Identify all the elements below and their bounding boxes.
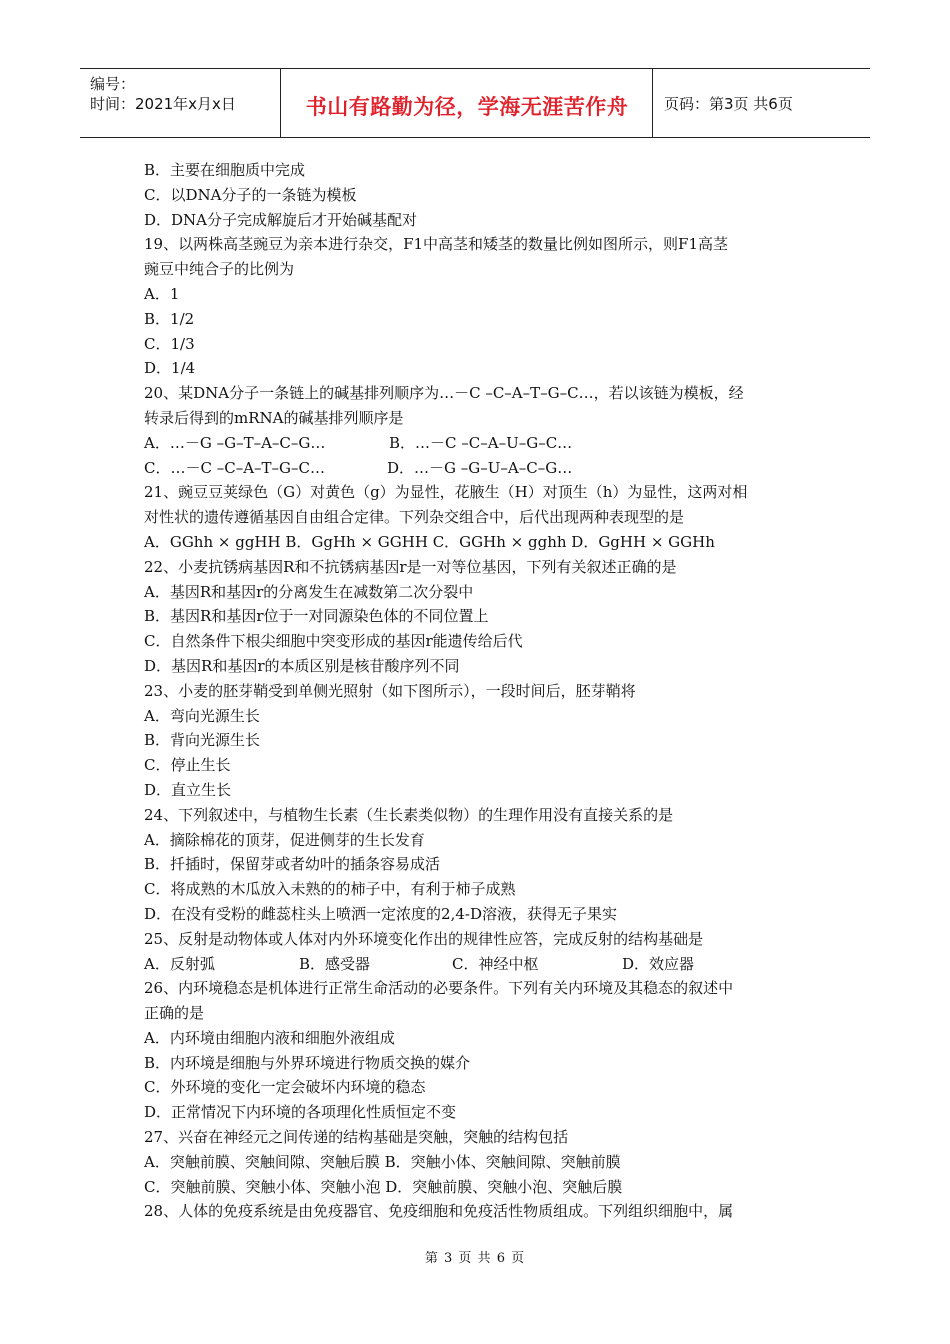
header-info-cell (80, 69, 281, 137)
text-line: A．弯向光源生长 (144, 706, 260, 725)
text-line: D．DNA分子完成解旋后才开始碱基配对 (144, 210, 418, 229)
option-a: A．…－G –G–T–A–C–G… (144, 433, 326, 452)
question-21-stem: 21、豌豆豆荚绿色（G）对黄色（g）为显性，花腋生（H）对顶生（h）为显性，这两对相 (144, 483, 748, 502)
text-line: C．外环境的变化一定会破坏内环境的稳态 (144, 1078, 426, 1097)
text-line: B．主要在细胞质中完成 (144, 161, 306, 179)
text-line: D．直立生长 (144, 780, 232, 799)
question-20-options-row (144, 456, 814, 481)
question-22-stem: 22、小麦抗锈病基因R和不抗锈病基因r是一对等位基因，下列有关叙述正确的是 (144, 557, 677, 576)
text-line: C．停止生长 (144, 756, 231, 775)
question-19-stem-cont: 豌豆中纯合子的比例为 (144, 260, 295, 279)
option-b: B．感受器 (299, 954, 371, 973)
question-21-options: A．GGhh × ggHH B．GgHh × GGHH C．GGHh × gghh D．GgHH × GGHh (144, 532, 715, 551)
text-line: A．内环境由细胞内液和细胞外液组成 (144, 1028, 395, 1047)
header-motto: 书山有路勤为径，学海无涯苦作舟 (305, 95, 629, 119)
document-number-label: 编号： (90, 75, 136, 93)
text-line: A．1 (144, 284, 180, 303)
page-header (80, 68, 870, 138)
question-26-stem-cont: 正确的是 (144, 1004, 205, 1023)
text-line: D．基因R和基因r的本质区别是核苷酸序列不同 (144, 656, 460, 675)
page-footer: 第 3 页 共 6 页 (424, 1251, 526, 1266)
option-d: D．效应器 (622, 954, 695, 973)
question-26-stem: 26、内环境稳态是机体进行正常生命活动的必要条件。下列有关内环境及其稳态的叙述中 (144, 979, 734, 998)
question-content (144, 158, 814, 1224)
question-23-stem: 23、小麦的胚芽鞘受到单侧光照射（如下图所示），一段时间后，胚芽鞘将 (144, 681, 636, 700)
text-line: D．正常情况下内环境的各项理化性质恒定不变 (144, 1103, 457, 1122)
text-line: C．1/3 (144, 334, 195, 353)
option-a: A．反射弧 (144, 954, 215, 973)
question-27-options: A．突触前膜、突触间隙、突触后膜 B．突触小体、突触间隙、突触前膜 (144, 1152, 621, 1171)
option-d: D．…－G –G–U–A–C–G… (387, 458, 573, 477)
option-c: C．神经中枢 (452, 954, 539, 973)
question-21-stem-cont: 对性状的遗传遵循基因自由组合定律。下列杂交组合中，后代出现两种表现型的是 (144, 508, 685, 527)
question-27-options: C．突触前膜、突触小体、突触小泡 D．突触前膜、突触小泡、突触后膜 (144, 1177, 623, 1196)
option-b: B．…－C –C–A–U–G–C… (389, 433, 573, 452)
text-line: B．内环境是细胞与外界环境进行物质交换的媒介 (144, 1053, 471, 1072)
question-27-stem: 27、兴奋在神经元之间传递的结构基础是突触，突触的结构包括 (144, 1128, 569, 1147)
question-25-stem: 25、反射是动物体或人体对内外环境变化作出的规律性应答，完成反射的结构基础是 (144, 929, 704, 948)
text-line: A．基因R和基因r的分离发生在减数第二次分裂中 (144, 582, 474, 601)
option-c: C．…－C –C–A–T–G–C… (144, 458, 325, 477)
text-line: D．在没有受粉的雌蕊柱头上喷洒一定浓度的2,4-D溶液，获得无子果实 (144, 904, 617, 923)
text-line: C．以DNA分子的一条链为模板 (144, 185, 357, 204)
text-line: C．自然条件下根尖细胞中突变形成的基因r能遗传给后代 (144, 632, 523, 651)
question-28-stem: 28、人体的免疫系统是由免疫器官、免疫细胞和免疫活性物质组成。下列组织细胞中，属 (144, 1202, 734, 1221)
header-page-cell (654, 69, 870, 137)
question-19-stem: 19、以两株高茎豌豆为亲本进行杂交，F1中高茎和矮茎的数量比例如图所示，则F1高茎 (144, 235, 728, 254)
text-line: B．扦插时，保留芽或者幼叶的插条容易成活 (144, 855, 441, 874)
text-line: B．1/2 (144, 309, 195, 328)
text-line: B．背向光源生长 (144, 731, 261, 750)
text-line: C．将成熟的木瓜放入未熟的的柿子中，有利于柿子成熟 (144, 880, 516, 899)
header-page-number: 页码：第3页 共6页 (664, 95, 793, 113)
text-line: B．基因R和基因r位于一对同源染色体的不同位置上 (144, 607, 489, 626)
question-20-options-row (144, 431, 814, 456)
header-motto-cell (282, 69, 653, 137)
document-time-label: 时间：2021年x月x日 (90, 95, 236, 113)
text-line: D．1/4 (144, 359, 196, 378)
text-line: A．摘除棉花的顶芽，促进侧芽的生长发育 (144, 830, 425, 849)
question-25-options-row (144, 952, 814, 977)
question-20-stem: 20、某DNA分子一条链上的碱基排列顺序为…－C –C–A–T–G–C…，若以该链为模板，经 (144, 384, 744, 403)
question-24-stem: 24、下列叙述中，与植物生长素（生长素类似物）的生理作用没有直接关系的是 (144, 805, 674, 824)
question-20-stem-cont: 转录后得到的mRNA的碱基排列顺序是 (144, 408, 404, 427)
